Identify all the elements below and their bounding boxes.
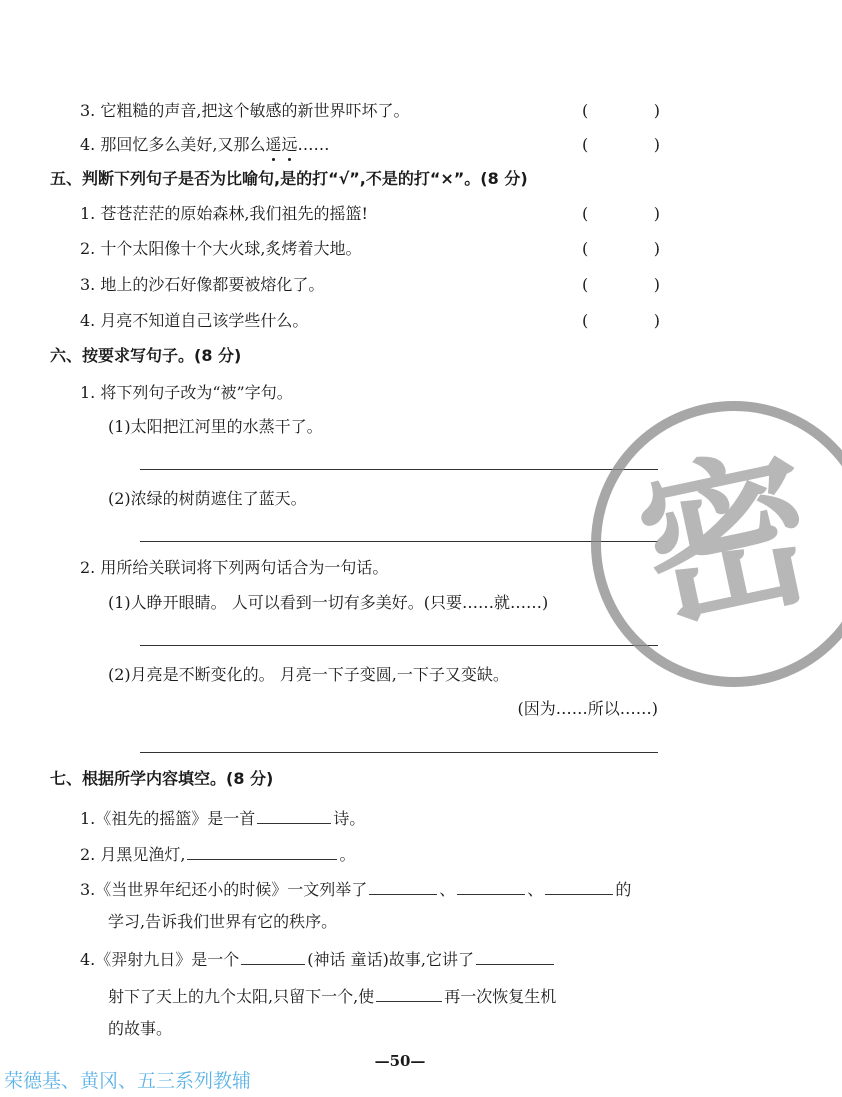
s6-q1-part-2: (2)浓绿的树荫遮住了蓝天。 (108, 489, 307, 508)
answer-line[interactable] (140, 469, 658, 470)
s5-item-2: 2. 十个太阳像十个大火球,炙烤着大地。 (80, 239, 362, 258)
s7-question-4: 4.《羿射九日》是一个 (神话 童话)故事,它讲了 (80, 946, 556, 971)
s6-q2-hint: (因为……所以……) (517, 699, 658, 718)
s6-q1-part-1: (1)太阳把江河里的水蒸干了。 (108, 417, 323, 436)
s7-question-3: 3.《当世界年纪还小的时候》一文列举了 、 、 的 (80, 876, 631, 901)
s7-question-3-cont: 学习,告诉我们世界有它的秩序。 (108, 912, 338, 931)
answer-paren[interactable]: ( ) (582, 135, 660, 154)
s6-q2-part-1: (1)人睁开眼睛。 人可以看到一切有多美好。(只要……就……) (108, 593, 549, 612)
fill-blank[interactable] (376, 983, 442, 1002)
emphasis-char: 远 (281, 135, 298, 154)
s6-question-2: 2. 用所给关联词将下列两句话合为一句话。 (80, 558, 389, 577)
fill-blank[interactable] (257, 805, 331, 824)
section-6-title: 六、按要求写句子。(8 分) (50, 346, 242, 365)
answer-line[interactable] (140, 752, 658, 753)
fill-blank[interactable] (457, 876, 525, 895)
section-5-title: 五、判断下列句子是否为比喻句,是的打“√”,不是的打“×”。(8 分) (50, 169, 528, 188)
answer-paren[interactable]: ( ) (582, 239, 660, 258)
s5-item-1: 1. 苍苍茫茫的原始森林,我们祖先的摇篮! (80, 204, 368, 223)
fill-blank[interactable] (545, 876, 613, 895)
section-7-title: 七、根据所学内容填空。(8 分) (50, 769, 274, 788)
fill-blank[interactable] (187, 841, 337, 860)
s6-q2-part-2: (2)月亮是不断变化的。 月亮一下子变圆,一下子又变缺。 (108, 665, 509, 684)
answer-line[interactable] (140, 645, 658, 646)
answer-paren[interactable]: ( ) (582, 101, 660, 120)
answer-paren[interactable]: ( ) (582, 311, 660, 330)
s7-question-1: 1.《祖先的摇篮》是一首 诗。 (80, 805, 365, 830)
question-3-text: 3. 它粗糙的声音,把这个敏感的新世界吓坏了。 (80, 101, 410, 120)
s5-item-4: 4. 月亮不知道自己该学些什么。 (80, 311, 309, 330)
answer-paren[interactable]: ( ) (582, 204, 660, 223)
s7-question-4-end: 的故事。 (108, 1019, 173, 1038)
publisher-footer: 荣德基、黄冈、五三系列教辅 (4, 1070, 252, 1092)
fill-blank[interactable] (476, 946, 554, 965)
s5-item-3: 3. 地上的沙石好像都要被熔化了。 (80, 275, 325, 294)
emphasis-char: 遥 (265, 135, 282, 154)
s7-question-4-cont: 射下了天上的九个太阳,只留下一个,使 再一次恢复生机 (108, 983, 556, 1008)
question-4-text: 4. 那回忆多么美好,又那么遥远…… (80, 135, 330, 154)
answer-paren[interactable]: ( ) (582, 275, 660, 294)
page-number: —50— (374, 1052, 426, 1070)
answer-line[interactable] (140, 541, 658, 542)
confidential-seal-watermark (578, 394, 842, 694)
fill-blank[interactable] (369, 876, 437, 895)
s7-question-2: 2. 月黑见渔灯, 。 (80, 841, 355, 866)
seal-character: 密 (623, 426, 832, 656)
s6-question-1: 1. 将下列句子改为“被”字句。 (80, 383, 293, 402)
fill-blank[interactable] (241, 946, 305, 965)
